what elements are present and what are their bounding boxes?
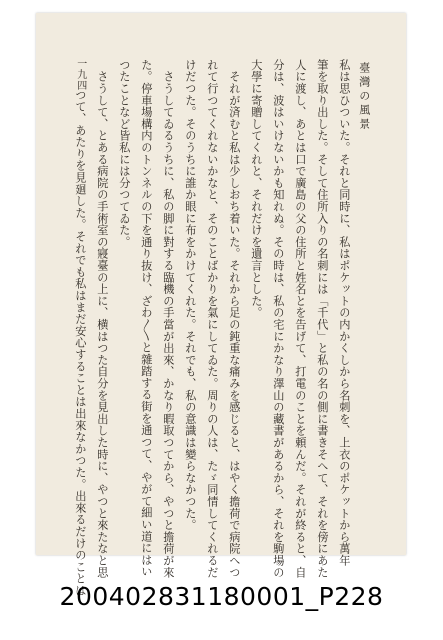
text-column: けだつた。そのうちに誰か眼に布をかけてくれた。それでも、私の意識は變らなかつた。 [183, 59, 197, 531]
text-column: さうしてゐるうちに、私の脚に對する臨機の手當が出來、かなり暇取つてから、やつと擔荷が來 [161, 59, 175, 579]
page-header-title: 臺灣の風景 [357, 62, 371, 132]
text-column: さうして、とある病院の手術室の寢臺の上に、横はつた自分を見出した時に、やつと來たなと思 [95, 59, 109, 579]
text-column: それが済むと私は少しおち着いた。それから足の鈍重な痛みを感じると、はやく擔荷で病院へつ [227, 59, 241, 579]
text-column: 私は思ひついた。それと同時に、私はポケットの内かくしから名刺を、上衣のポケットから萬年 [337, 59, 351, 567]
image-id-caption: 200402831180001_P228 [59, 582, 384, 611]
text-column: 分は、波はいけないかも知れぬ。その時は、私の宅にかなり澤山の藏書があるから、それを駒場の [271, 59, 285, 579]
text-column: 筆を取り出した。そして住所入りの名刺には「千代」と私の名の側に書きそへて、それを傍にあた [315, 59, 329, 579]
text-column: れて行つてくれないかなと、そのことばかりを氣にしてゐた。周りの人は、たゞ同情してくれるだ [205, 59, 219, 579]
text-column: つて、あたりを見廻した。それでも私はまだ安心することは出來なかつた。出來るだけのことは [73, 89, 87, 597]
text-column: 人に渡し、あとは口で廣島の父の住所と姓名とを告げて、打電のことを頼んだ。それが終ると、自 [293, 59, 307, 579]
text-column: 大學に寄贈してくれと、それだけを遺言とした。 [249, 59, 263, 319]
text-column: つたことなど皆私には分つてゐた。 [117, 59, 131, 248]
page-number: 一九四 [74, 58, 86, 91]
text-column: た。停車場構内のトンネルの下を通り抜け、ざわ〳〵と雜踏する街を通つて、やがて細い道にはい [139, 59, 153, 578]
